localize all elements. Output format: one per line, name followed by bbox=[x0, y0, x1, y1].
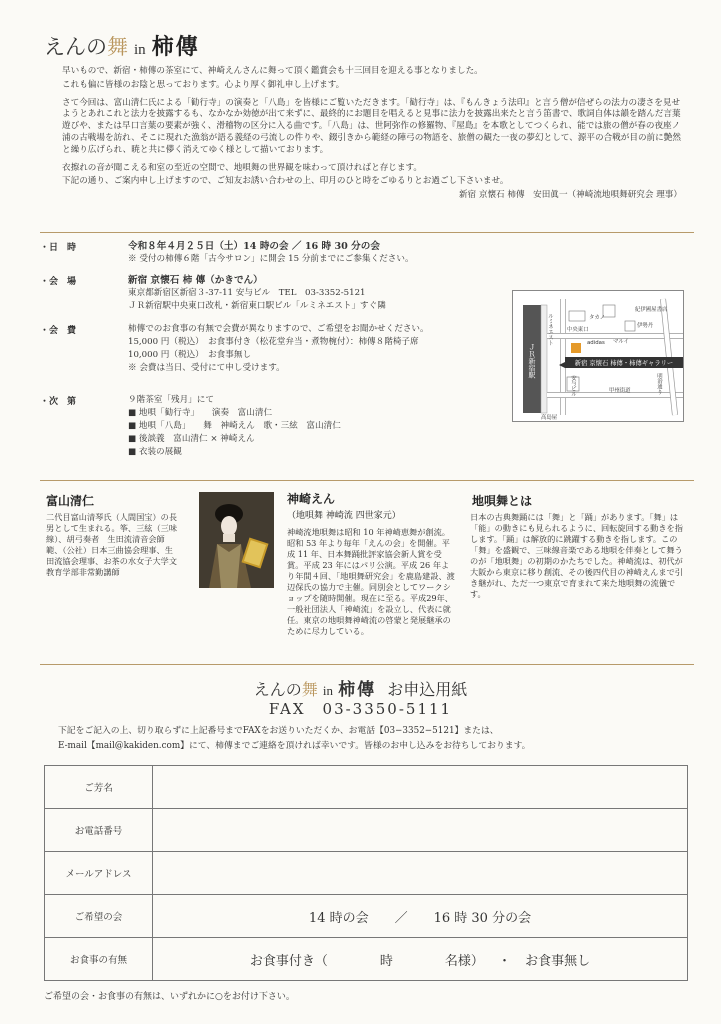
session-options[interactable]: 14 時の会 ／ 16 時 30 分の会 bbox=[153, 895, 688, 938]
map-label-takashimaya: 高島屋 bbox=[541, 415, 558, 421]
form-row-phone: お電話番号 bbox=[45, 809, 688, 852]
intro-text bbox=[62, 66, 682, 204]
map-label-isetan: 伊勢丹 bbox=[637, 323, 654, 329]
map-label-koshu: 甲州街道 bbox=[609, 388, 631, 394]
map-label-yasuyo: 安与ビル bbox=[570, 375, 576, 397]
map-label-marui: マルイ bbox=[613, 339, 629, 345]
map-label-exit: 中央東口 bbox=[567, 327, 589, 333]
form-row-session: ご希望の会 14 時の会 ／ 16 時 30 分の会 bbox=[45, 895, 688, 938]
map-label-adidas: adidas bbox=[587, 340, 605, 346]
map-label-takano: タカノ bbox=[589, 315, 606, 321]
intro-p1: 早いもので、新宿・柿傳の茶室にて、神崎えんさんに舞って頂く鑑賞会も十三回目を迎える事となりました。 bbox=[62, 66, 483, 76]
meal-option-without[interactable]: お食事無し bbox=[525, 953, 591, 969]
form-row-meal: お食事の有無 お食事付き（ 時 名様） ・ お食事無し bbox=[45, 938, 688, 981]
profile-jiutamai-text: 日本の古典舞踊には「舞」と「踊」があります。「舞」は「能」の動きにも見られるように、回転旋回する動きを指します。「踊」は解放的に跳躍する動きを指します。この「舞」を盛観で、三味線音楽である地唄を伴奏として舞うのが「地唄舞」の初期のかたちでした。神崎流は、初代が大阪から東京に移り創流、その後四代目の神崎えんまで引き継がれ、ただ一つ東京で育まれて来た地唄舞の流儀です。 bbox=[470, 512, 683, 599]
title-mai: 舞 bbox=[107, 35, 128, 59]
email-field[interactable] bbox=[153, 852, 688, 895]
divider-top bbox=[40, 232, 694, 233]
divider-mid bbox=[40, 480, 694, 481]
meal-options[interactable] bbox=[153, 938, 688, 981]
form-row-email: メールアドレス bbox=[45, 852, 688, 895]
form-title: えんの舞 in 柿傳 お申込用紙 bbox=[253, 680, 468, 700]
phone-field[interactable] bbox=[153, 809, 688, 852]
meal-separator: ・ bbox=[497, 953, 511, 969]
form-footnote: ご希望の会・お食事の有無は、いずれかに○をお付け下さい。 bbox=[44, 992, 295, 1002]
form-row-name: ご芳名 bbox=[45, 766, 688, 809]
map-label-jr: ＪＲ新宿駅 bbox=[528, 343, 536, 379]
profile-kanzaki-name-text: 神崎えん bbox=[287, 492, 336, 506]
intro-p2: これも偏に皆様のお陰と思っております。心より厚く御礼申し上げます。 bbox=[62, 79, 345, 90]
meal-option-with[interactable]: お食事付き（ 時 名様） bbox=[249, 953, 484, 969]
profile-toyama-name: 富山清仁 bbox=[46, 494, 95, 508]
profile-kanzaki-sub-text: （地唄舞 神崎流 四世家元） bbox=[287, 511, 401, 521]
profile-kanzaki-name bbox=[287, 490, 335, 507]
intro-p3: さて今回は、富山清仁氏による「勧行寺」の演奏と「八島」を皆様にご覧いただきます。「勧行寺」は、『もんきょう法印』と言う僧が信ぜらの法力の凄さを見せようとあれこれと法力を披露するも、なかなか効徳が出て来ずに、最終的にお題目を唱えると見事に法力を披露出来たと言う笛書で、歌詞自体は韻を踏んだ言葉遊びや、または早口言葉の要素が強く、滑稽物の区分に入る曲です。「八島」は、世阿弥作の修羅物、『屋島』を本歌としてつくられ、能では旅の僧が春の夜座ノ浦の古戦場を訪れ、そこに現れた漁翁が語る義経の弓流しの件りや、錣引きから範経の陣弓の物語を、旅僧の観た一夜の夢幻として、源平の合戦が目の前に艶然と繰り広げられ、暁と共に儚く消えてゆく様として描いております。 bbox=[62, 97, 681, 155]
kakiden-marker bbox=[571, 343, 581, 353]
profile-toyama-text: 二代目富山清琴氏（人間国宝）の長男として生まれる。筝、三絃（三味線）、胡弓奏者 生田流清音会師範、（公社）日本三曲協会理事、生田流協会理事、お茶の水女子大学文教育学部非常勤講師 bbox=[46, 512, 178, 577]
intro-signature: 新宿 京懐石 柿傳 安田眞一（神崎流地唄舞研究会 理事） bbox=[458, 190, 682, 201]
intro-p4: 衣擦れの音が聞こえる和室の至近の空間で、地唄舞の世界観を味わって頂ければと存じます。 bbox=[62, 162, 422, 173]
divider-form bbox=[40, 664, 694, 665]
map-label-meiji: 明治通り bbox=[656, 373, 662, 395]
access-map bbox=[512, 290, 684, 422]
map-graphic bbox=[513, 291, 684, 422]
profile-kanzaki-text: 神崎流地唄舞は昭和 10 年神崎恵舞が創流。昭和 53 年より毎年「えんの会」を開催。平成 11 年、日本舞踊批評家協会新人賞を受賞。平成 23 年にはパリ公演。平成 26 年より年間４回、「地唄舞研究会」を鹿島建設、渡辺保氏の協力で主催。同別会としてワークショップを随時開催。現在に至る。平成29年、一般社団法人「神崎流」を設立し、代表に就任。東京の地唄舞神崎流の啓蒙と発展継承のために尽力している。 bbox=[287, 527, 455, 636]
title-in: in bbox=[134, 42, 146, 58]
form-fax: FAX 03-3350-5111 bbox=[268, 700, 453, 718]
title-pre: えんの bbox=[44, 35, 107, 59]
profile-kanzaki-sub bbox=[287, 507, 401, 521]
form-note: 下記をご記入の上、切り取らずに上記番号までFAXをお送りいただくか、お電話【03−3352−5121】または、 E-mail【mail@kakiden.com】にて、柿傳までご連絡を頂ければ幸いです。皆様のお申し込みをお待ちしております。 bbox=[58, 726, 531, 751]
map-label-lumine: ルミネエスト bbox=[547, 313, 553, 346]
profile-jiutamai-title: 地唄舞とは bbox=[472, 494, 533, 508]
page-title bbox=[44, 30, 200, 60]
name-field[interactable] bbox=[153, 766, 688, 809]
map-label-kakiden: 新宿 京懐石 柿傳・柿傳ギャラリー bbox=[574, 360, 674, 367]
portrait-photo bbox=[199, 492, 274, 588]
map-label-kinokuniya: 紀伊國屋書店 bbox=[635, 307, 668, 313]
intro-p5: 下記の通り、ご案内申し上げますので、ご知友お誘い合わせの上、印月のひと時をごゆるりとお過ごし下さいませ。 bbox=[62, 176, 509, 187]
flyer-page: えんの舞 in 柿傳 早いもので、新宿・柿傳の茶室にて、神崎えんさんに舞って頂く鑑賞会も十三回目を迎える事となりました。 これも偏に皆様のお陰と思っております。心より厚く御礼申し上げます。 さて今回は、富山清仁氏による「勧行寺」の演奏と「八島」を皆様にご覧いただきます。「勧行寺」は、『もんきょう法印』と言う僧が信ぜらの法力の凄さを見せようとあれこれと法力を披露するも、なかなか効徳が出て来ずに、最終的にお題目を唱えると見事に法力を披露出来たと言う笛書で、歌詞自体は韻を踏んだ言葉遊びや、または早口言葉の要素が強く、滑稽物の区分に入る曲です。「八島」は、世阿弥作の修羅物、『屋島』を本歌としてつくられ、能では旅の僧が春の夜座ノ浦の古戦場を訪れ、そこに現れた漁翁が語る義経の弓流しの件りや、錣引きから範経の陣弓の物語を、旅僧の観た一夜の夢幻として、源平の合戦が目の前に艶然と繰り広げられ、暁と共に儚く消えてゆく様として描いております。 衣擦れの音が聞こえる和室の至近の空間で、地唄舞の世界観を味わって頂ければと存じます。 下記の通り、ご案内申し上げますので、ご知友お誘い合わせの上、印月のひと時をごゆるりとお過ごし下さいませ。 新宿 京懐石 柿傳 安田眞一（神崎流地唄舞研究会 理事） ・日 時 令和８年４月２５日（土）14 時の会 ／ 16 時 30 分の会 ※ 受付の柿傳６階「古今サロン」に開会 15 分前までにご参集ください。 ・会 場 新宿 京懐石 柿 傳（かきでん） 東京都新宿区新宿３-37-11 安与ビル TEL 03-3352-5121 ＪＲ新宿駅中央東口改札・新宿東口駅ビル「ルミネエスト」すぐ隣 ・会 費 柿傳でのお食事の有無で会費が異なりますので、ご希望をお聞かせください。 15,000 円（税込） お食事付き（松花堂弁当・煮物椀付）：柿傳８階椅子席 10,000 円（税込） お食事無し ※ 会費は当日、受付にて申し受けます。 ・次 第 ９階茶室「残月」にて ■ 地唄「勧行寺」 演奏 富山清仁 ■ 地唄「八島」 舞 神崎えん 歌・三絃 富山清仁 ■ 後談義 富山清仁 × 神崎えん ■ 衣装の展観 新宿 京懐石 柿傳・柿傳ギャラリー ＪＲ新宿駅 ルミネエスト 中央東口 タカノ adidas 紀伊國屋書店 伊勢丹 マルイ 安与ビル 甲州街道 明治通り 高島屋 富山清仁 二代目富山清琴氏（人間国宝）の長男として生まれる。筝、三絃（三味線）、胡弓奏者 生田流清音会師範、（公社）日本三曲協会理事、生田流協会理事、お茶の水女子大学文教育学部非常勤講師 神崎えん （地唄舞 神崎流 四世家元） 神崎流地唄舞は昭和 10 年神崎恵舞が創流。昭和 53 年より毎年「えんの会」を開催。平成 11 年、日本舞踊批評家協会新人賞を受賞。平成 23 年にはパリ公演。平成 26 年より年間４回、「地唄舞研究会」を鹿島建設、渡辺保氏の協力で主催。同別会としてワークショップを随時開催。現在に至る。平成29年、一般社団法人「神崎流」を設立し、代表に就任。東京の地唄舞神崎流の啓蒙と発展継承のために尽力している。 地唄舞とは 日本の古典舞踊には「舞」と「踊」があります。「舞」は「能」の動きにも見られるように、回転旋回する動きを指します。「踊」は解放的に跳躍する動きを指します。この「舞」を盛観で、三味線音楽である地唄を伴奏として舞うのが「地唄舞」の初期のかたちでした。神崎流は、初代が大阪から東京に移り創流、その後四代目の神崎えんまで引き継がれ、ただ一つ東京で育まれて来た地唄舞の流儀です。 えんの舞 in 柿傳 お申込用紙 FAX 03-3350-5111 下記をご記入の上、切り取らずに上記番号までFAXをお送りいただくか、お電話【03−3352−5121】または、 E-mail【mail@kakiden.com】にて、柿傳までご連絡を頂ければ幸いです。皆様のお申し込みをお待ちしております。 ご芳名 お電話番号 メールアドレス ご希望の会 14 時の会 ／ 16 時 30 分の会 お食事の有無 お食事付き（ 時 名様） ・ お食事無し ご希望の会・お食事の有無は、いずれかに○をお付け下さい。 bbox=[0, 0, 721, 1024]
application-form-table bbox=[44, 765, 688, 981]
title-shop: 柿傳 bbox=[151, 34, 200, 60]
